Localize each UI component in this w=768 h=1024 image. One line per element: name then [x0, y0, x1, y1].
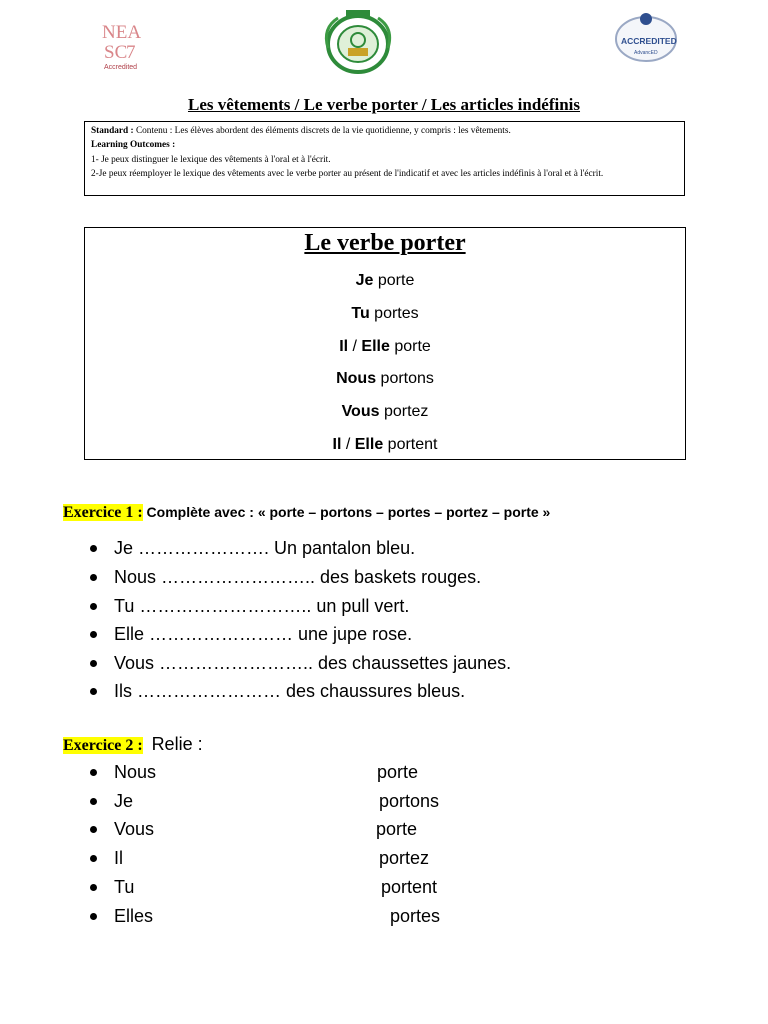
conjugation-row: Je porte	[355, 272, 415, 289]
bullet-icon	[90, 798, 97, 805]
conjugation-title: Le verbe porter	[304, 230, 466, 256]
svg-text:NEA: NEA	[102, 22, 142, 43]
exercise-1-instruction: Complète avec : « porte – portons – portes – portez – porte »	[142, 504, 551, 520]
conjugation-row: Tu portes	[351, 305, 419, 322]
conjugation-box	[84, 227, 686, 460]
bullet-icon	[90, 574, 97, 581]
bullet-icon	[90, 913, 97, 920]
standard-label: Standard :	[91, 126, 134, 136]
conjugation-row: Il / Elle porte	[339, 338, 431, 355]
exercise-2-label: Exercice 2 :	[63, 737, 143, 754]
exercise-1-heading	[63, 504, 550, 522]
standard-content: Contenu : Les élèves abordent des éléments discrets de la vie quotidienne, y compris : les vêtements.	[133, 126, 511, 136]
exercise-2-heading	[63, 734, 203, 755]
svg-text:ACCREDITED: ACCREDITED	[621, 36, 677, 46]
bullet-icon	[90, 545, 97, 552]
svg-text:Accredited: Accredited	[104, 64, 138, 71]
bullet-icon	[90, 688, 97, 695]
svg-text:SC: SC	[104, 42, 128, 63]
conjugation-row: Il / Elle portent	[332, 436, 438, 453]
outcome-2: 2-Je peux réemployer le lexique des vêtements avec le verbe porter au présent de l'indicatif et avec les articles indéfinis à l'oral et à l'écrit.	[91, 169, 604, 180]
standard-line	[91, 124, 678, 138]
outcome-1: 1- Je peux distinguer le lexique des vêtements à l'oral et à l'écrit.	[91, 154, 331, 165]
bullet-icon	[90, 603, 97, 610]
neasc-logo	[100, 16, 152, 72]
svg-text:7: 7	[126, 42, 136, 63]
bullet-icon	[90, 660, 97, 667]
svg-text:AdvancED: AdvancED	[634, 50, 658, 56]
bullet-icon	[90, 631, 97, 638]
bullet-icon	[90, 769, 97, 776]
bullet-icon	[90, 855, 97, 862]
bullet-icon	[90, 826, 97, 833]
bullet-icon	[90, 884, 97, 891]
standard-box	[84, 121, 685, 196]
document-title: Les vêtements / Le verbe porter / Les articles indéfinis	[187, 95, 581, 114]
conjugation-row: Vous portez	[341, 403, 429, 420]
outcomes-label: Learning Outcomes :	[91, 140, 176, 151]
accredited-badge-logo	[614, 11, 678, 63]
exercise-1-label: Exercice 1 :	[63, 504, 143, 521]
conjugation-row: Nous portons	[336, 370, 434, 387]
exercise-2-instruction: Relie :	[151, 734, 203, 754]
school-seal-logo	[318, 8, 398, 74]
